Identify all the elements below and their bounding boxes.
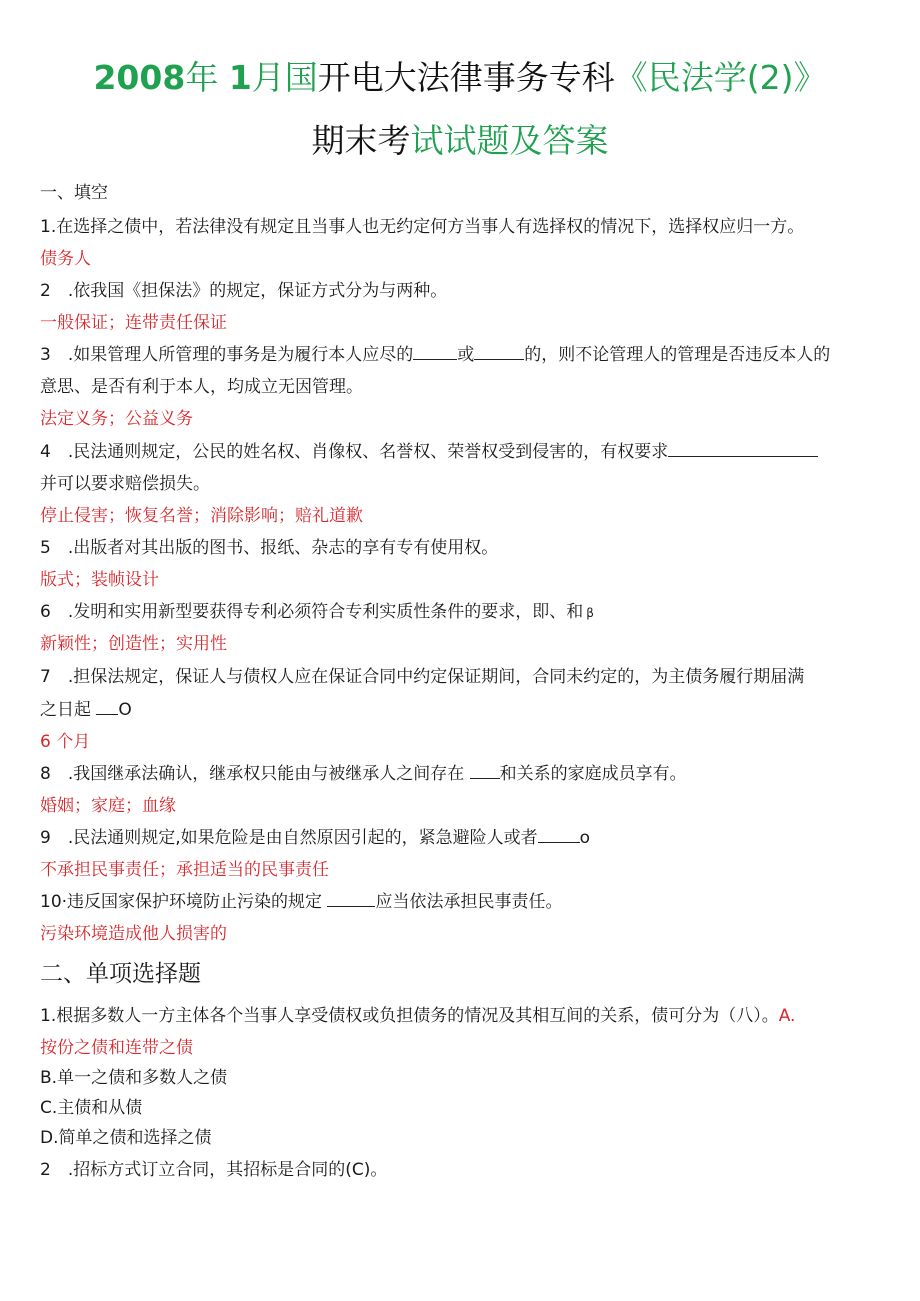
document-title-line-1 (0, 55, 920, 101)
answer-10: 污染环境造成他人损害的 (40, 924, 227, 944)
answer-8: 婚姻；家庭；血缘 (40, 796, 176, 816)
blank-line (413, 343, 457, 360)
blank-line (668, 440, 818, 457)
section2-heading: 二、单项选择题 (40, 961, 201, 987)
question-3-part-a: 3 .如果管理人所管理的事务是为履行本人应尽的 (40, 345, 414, 365)
section1-heading: 一、填空 (40, 183, 108, 203)
title-exam-suffix: 试试题及答案 (410, 121, 609, 160)
question-6 (40, 600, 594, 625)
question-10-part-b: 应当依法承担民事责任。 (375, 892, 563, 912)
answer-2: 一般保证；连带责任保证 (40, 313, 227, 333)
question-6-tail: β (586, 606, 594, 620)
document-title-line-2 (0, 118, 920, 164)
question-2: 2 .依我国《担保法》的规定，保证方式分为与两种。 (40, 281, 448, 301)
question-3-part-b: 或 (457, 345, 475, 365)
question-4-text: 4 .民法通则规定，公民的姓名权、肖像权、名誉权、荣誉权受到侵害的，有权要求 (40, 442, 669, 462)
mc-question-1 (40, 1004, 795, 1028)
question-4 (40, 440, 818, 464)
question-3-continued: 意思、是否有利于本人，均成立无因管理。 (40, 377, 363, 397)
mc-question-1-option-c: C.主债和从债 (40, 1098, 143, 1118)
question-7-text: 之日起 (40, 700, 91, 720)
question-8-part-a: 8 .我国继承法确认，继承权只能由与被继承人之间存在 (40, 764, 465, 784)
question-9-text: 9 .民法通则规定,如果危险是由自然原因引起的，紧急避险人或者 (40, 828, 538, 848)
title-course-info: 开电大法律事务专科 (317, 58, 615, 97)
question-3-part-c: 的，则不论管理人的管理是否违反本人的 (524, 345, 831, 365)
question-7-tail: O (118, 700, 132, 720)
question-8-part-b: 和关系的家庭成员享有。 (499, 764, 687, 784)
question-7: 7 .担保法规定，保证人与债权人应在保证合同中约定保证期间，合同未约定的，为主债务履行期届满 (40, 667, 805, 687)
answer-7: 6 个月 (40, 732, 91, 752)
answer-5: 版式；装帧设计 (40, 570, 159, 590)
question-5: 5 .出版者对其出版的图书、报纸、杂志的享有专有使用权。 (40, 538, 499, 558)
mc-question-1-option-b: B.单一之债和多数人之债 (40, 1068, 228, 1088)
title-month: 1 (228, 58, 252, 97)
mc-question-1-option-a: 按份之债和连带之债 (40, 1038, 193, 1058)
question-1: 1.在选择之债中，若法律没有规定且当事人也无约定何方当事人有选择权的情况下，选择权应归一方。 (40, 217, 805, 237)
blank-line (474, 343, 524, 360)
question-4-continued: 并可以要求赔偿损失。 (40, 474, 210, 494)
question-10-part-a: 10·违反国家保护环境防止污染的规定 (40, 892, 323, 912)
question-9-tail: o (579, 828, 591, 848)
answer-1: 债务人 (40, 249, 91, 269)
title-month-unit: 月国 (251, 58, 318, 97)
question-7-continued (40, 698, 132, 722)
blank-line (470, 762, 500, 779)
question-8 (40, 762, 687, 786)
question-9 (40, 826, 590, 850)
title-year-unit: 年 (185, 58, 219, 97)
mc-question-1-text: 1.根据多数人一方主体各个当事人享受债权或负担债务的情况及其相互间的关系，债可分为（八）。 (40, 1006, 779, 1026)
blank-line (327, 890, 375, 907)
title-year: 2008 (93, 58, 186, 97)
mc-question-1-option-d: D.简单之债和选择之债 (40, 1128, 212, 1148)
answer-6: 新颖性；创造性；实用性 (40, 634, 227, 654)
question-3 (40, 343, 830, 367)
mc-question-1-option-a-label: A. (778, 1006, 796, 1026)
title-course-name: 《民法学(2)》 (614, 58, 827, 97)
answer-9: 不承担民事责任；承担适当的民事责任 (40, 860, 329, 880)
question-10 (40, 890, 562, 914)
mc-question-2: 2 .招标方式订立合同，其招标是合同的(C)。 (40, 1160, 388, 1180)
blank-line (538, 826, 580, 843)
answer-3: 法定义务；公益义务 (40, 409, 193, 429)
answer-4: 停止侵害；恢复名誉；消除影响；赔礼道歉 (40, 506, 363, 526)
blank-line (96, 698, 118, 715)
title-exam: 期末考 (311, 121, 411, 160)
question-6-text: 6 .发明和实用新型要获得专利必须符合专利实质性条件的要求，即、和 (40, 602, 584, 622)
